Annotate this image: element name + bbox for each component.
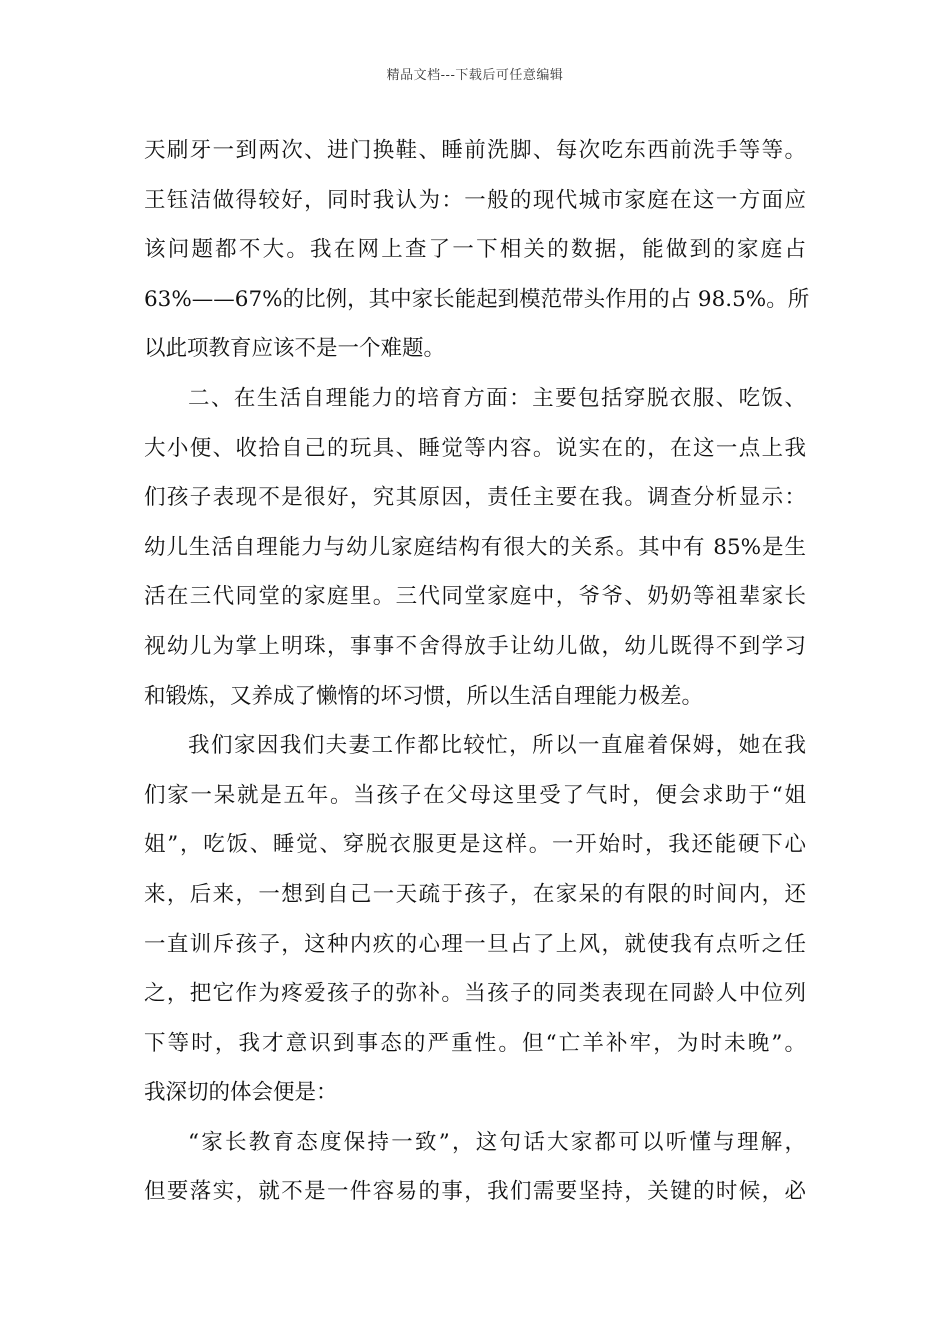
text-line: 幼儿生活自理能力与幼儿家庭结构有很大的关系。其中有 85%是生	[144, 534, 806, 560]
text-line: 但要落实，就不是一件容易的事，我们需要坚持，关键的时候，必	[144, 1179, 806, 1205]
text-line: 63%——67%的比例，其中家长能起到模范带头作用的占 98.5%。所	[144, 286, 810, 312]
page-header: 精品文档---下载后可任意编辑	[386, 68, 564, 83]
text-line: 和锻炼，又养成了懒惰的坏习惯，所以生活自理能力极差。	[144, 683, 704, 709]
text-line: 以此项教育应该不是一个难题。	[144, 336, 446, 362]
text-line: 来，后来，一想到自己一天疏于孩子，在家呆的有限的时间内，还	[144, 881, 806, 907]
text-line: 们家一呆就是五年。当孩子在父母这里受了气时，便会求助于“姐	[144, 782, 806, 808]
text-line: 视幼儿为掌上明珠，事事不舍得放手让幼儿做，幼儿既得不到学习	[144, 633, 806, 659]
text-line: 活在三代同堂的家庭里。三代同堂家庭中，爷爷、奶奶等祖辈家长	[144, 584, 806, 610]
body-text	[144, 126, 810, 1217]
text-line: 们孩子表现不是很好，究其原因，责任主要在我。调查分析显示：	[144, 485, 806, 511]
text-line: 姐”，吃饭、睡觉、穿脱衣服更是这样。一开始时，我还能硬下心	[144, 832, 806, 858]
text-line: 下等时，我才意识到事态的严重性。但“亡羊补牢，为时未晚”。	[144, 1030, 806, 1056]
text-line: 二、在生活自理能力的培育方面：主要包括穿脱衣服、吃饭、	[188, 385, 806, 411]
text-line: “家长教育态度保持一致”，这句话大家都可以听懂与理解，	[188, 1129, 806, 1155]
text-line: 之，把它作为疼爱孩子的弥补。当孩子的同类表现在同龄人中位列	[144, 981, 806, 1007]
text-line: 王钰洁做得较好，同时我认为：一般的现代城市家庭在这一方面应	[144, 187, 806, 213]
text-line: 一直训斥孩子，这种内疚的心理一旦占了上风，就使我有点听之任	[144, 931, 806, 957]
text-line: 该问题都不大。我在网上查了一下相关的数据，能做到的家庭占	[144, 237, 806, 263]
text-line: 我深切的体会便是：	[144, 1080, 338, 1106]
text-line: 天刷牙一到两次、进门换鞋、睡前洗脚、每次吃东西前洗手等等。	[144, 138, 806, 163]
text-line: 大小便、收拾自己的玩具、睡觉等内容。说实在的，在这一点上我	[144, 435, 806, 461]
text-line: 我们家因我们夫妻工作都比较忙，所以一直雇着保姆，她在我	[188, 733, 806, 759]
